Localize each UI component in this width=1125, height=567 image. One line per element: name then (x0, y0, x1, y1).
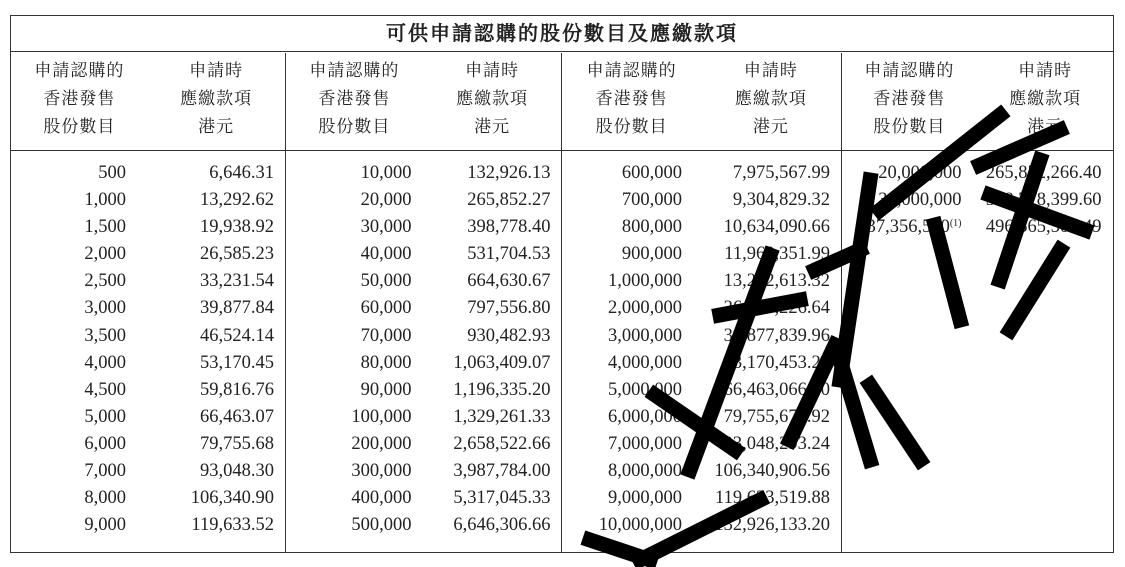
header-line: 港元 (198, 117, 235, 137)
group-header (842, 53, 1114, 151)
header-line: 申請認購的 (34, 61, 125, 81)
header-line: 香港發售 (43, 89, 116, 109)
amount-cell: 53,170.45 (200, 352, 274, 373)
shares-cell (286, 323, 412, 350)
table-row (11, 458, 285, 485)
amount-cell: 93,048.30 (200, 461, 274, 482)
group-rows (562, 151, 841, 539)
table-row (286, 431, 562, 458)
shares-value: 8,000,000 (608, 461, 682, 482)
shares-value: 600,000 (621, 163, 682, 183)
shares-cell (11, 268, 126, 295)
header-shares (562, 53, 701, 150)
table-row (286, 160, 562, 187)
header-line: 股份數目 (873, 117, 946, 137)
column-group-2 (286, 53, 563, 552)
shares-value: 3,000,000 (608, 325, 682, 346)
table-row (11, 485, 285, 512)
amount-cell: 797,556.80 (467, 298, 551, 319)
amount-cell: 79,755.68 (200, 433, 274, 454)
amount-cell: 66,463.07 (200, 406, 274, 427)
amount-cell: 119,633,519.88 (715, 488, 830, 509)
header-line: 應繳款項 (1009, 89, 1082, 109)
header-line: 股份數目 (43, 117, 116, 137)
table-row (286, 458, 562, 485)
header-line: 申請時 (465, 61, 520, 81)
amount-cell: 26,585.23 (200, 244, 274, 265)
table-row (562, 512, 841, 539)
amount-cell: 13,292.62 (200, 190, 274, 211)
amount-cell: 265,852,266.40 (985, 163, 1102, 183)
shares-value: 30,000 (360, 217, 412, 238)
shares-cell (562, 485, 682, 512)
table-row (562, 431, 841, 458)
table-row (11, 512, 285, 539)
table-row (286, 323, 562, 350)
table-row (562, 458, 841, 485)
shares-value: 8,000 (84, 488, 126, 509)
shares-cell (562, 512, 682, 539)
shares-value: 50,000 (360, 271, 412, 292)
header-line: 香港發售 (873, 89, 946, 109)
group-rows (842, 151, 1114, 241)
amount-cell: 265,852.27 (467, 190, 551, 211)
shares-cell (842, 214, 962, 241)
table-row (286, 214, 562, 241)
shares-value: 80,000 (360, 352, 412, 373)
table-row (286, 377, 562, 404)
amount-cell: 1,329,261.33 (453, 406, 551, 427)
amount-cell: 119,633.52 (191, 515, 274, 536)
table-row (11, 241, 285, 268)
shares-cell (562, 160, 682, 187)
table-row (562, 268, 841, 295)
table-row (11, 404, 285, 431)
shares-cell (11, 323, 126, 350)
amount-cell: 398,778.40 (467, 217, 551, 238)
table-row (562, 350, 841, 377)
shares-cell (11, 512, 126, 539)
table-row (286, 485, 562, 512)
shares-value: 900,000 (621, 244, 682, 265)
shares-value: 2,000,000 (608, 298, 682, 319)
amount-cell: 1,196,335.20 (453, 379, 551, 400)
table-row (11, 377, 285, 404)
amount-cell: 9,304,829.32 (732, 190, 830, 211)
header-line: 股份數目 (318, 117, 391, 137)
amount-cell: 39,877.84 (200, 298, 274, 319)
amount-cell: 7,975,567.99 (732, 163, 830, 183)
footnote-marker: (1) (949, 218, 962, 230)
amount-cell: 664,630.67 (467, 271, 551, 292)
amount-cell: 106,340.90 (190, 488, 274, 509)
shares-cell (11, 160, 126, 187)
shares-value: 4,000,000 (608, 352, 682, 373)
header-amount (423, 53, 561, 150)
shares-cell (562, 295, 682, 322)
shares-cell (562, 268, 682, 295)
shares-cell (286, 268, 412, 295)
shares-value: 2,000 (84, 244, 126, 265)
amount-cell: 132,926.13 (467, 163, 551, 183)
shares-value: 20,000 (360, 190, 412, 211)
amount-cell: 496,565,509.49 (985, 217, 1102, 238)
header-line: 股份數目 (595, 117, 668, 137)
amount-cell: 26,585,226.64 (723, 298, 830, 319)
table-row (562, 241, 841, 268)
table-row (11, 350, 285, 377)
group-rows (11, 151, 285, 539)
shares-value: 1,000 (84, 190, 126, 211)
shares-cell (286, 187, 412, 214)
amount-cell: 13,292,613.32 (723, 271, 830, 292)
header-line: 申請時 (1018, 61, 1073, 81)
shares-value: 10,000 (360, 163, 412, 183)
shares-value: 2,500 (84, 271, 126, 292)
shares-cell (11, 431, 126, 458)
shares-cell (286, 377, 412, 404)
table-row (286, 350, 562, 377)
table-row (562, 377, 841, 404)
amount-cell: 2,658,522.66 (453, 433, 551, 454)
shares-value: 70,000 (360, 325, 412, 346)
column-group-3 (562, 53, 842, 552)
header-line: 申請認購的 (864, 61, 955, 81)
shares-cell (286, 295, 412, 322)
shares-cell (11, 187, 126, 214)
table-row (562, 323, 841, 350)
amount-cell: 930,482.93 (467, 325, 551, 346)
table-row (11, 160, 285, 187)
shares-cell (286, 431, 412, 458)
header-shares (842, 53, 978, 150)
table-row (562, 295, 841, 322)
header-line: 申請時 (743, 61, 798, 81)
shares-value: 5,000,000 (608, 379, 682, 400)
table-row (842, 160, 1114, 187)
amount-cell: 5,317,045.33 (453, 488, 551, 509)
shares-cell (842, 160, 962, 187)
amount-cell: 93,048,293.24 (723, 433, 830, 454)
shares-cell (11, 404, 126, 431)
header-line: 申請認購的 (309, 61, 400, 81)
shares-value: 20,000,000 (878, 163, 962, 183)
column-group-4 (842, 53, 1114, 552)
shares-value: 100,000 (351, 406, 412, 427)
header-line: 應繳款項 (180, 89, 253, 109)
table-row (11, 187, 285, 214)
amount-cell: 11,963,351.99 (724, 244, 830, 265)
group-rows (286, 151, 562, 539)
amount-cell: 79,755,679.92 (723, 406, 830, 427)
shares-cell (562, 323, 682, 350)
amount-cell: 10,634,090.66 (723, 217, 830, 238)
shares-value: 4,000 (84, 352, 126, 373)
shares-value: 200,000 (351, 433, 412, 454)
shares-value: 4,500 (84, 379, 126, 400)
shares-cell (562, 404, 682, 431)
shares-cell (11, 458, 126, 485)
group-header (286, 53, 562, 151)
table-row (11, 214, 285, 241)
amount-cell: 66,463,066.60 (723, 379, 830, 400)
shares-value: 3,500 (84, 325, 126, 346)
shares-cell (562, 431, 682, 458)
shares-cell (286, 214, 412, 241)
table-grid (11, 53, 1113, 552)
shares-value: 700,000 (621, 190, 682, 211)
shares-value: 9,000 (84, 515, 126, 536)
table-row (286, 241, 562, 268)
group-header (562, 53, 841, 151)
table-row (11, 268, 285, 295)
table-row (286, 295, 562, 322)
header-amount (148, 53, 285, 150)
shares-cell (562, 350, 682, 377)
header-shares (11, 53, 148, 150)
table-row (286, 404, 562, 431)
shares-value: 300,000 (351, 461, 412, 482)
shares-value: 37,356,500 (866, 217, 950, 238)
amount-cell: 53,170,453.28 (723, 352, 830, 373)
header-line: 港元 (752, 117, 789, 137)
shares-cell (562, 377, 682, 404)
amount-cell: 19,938.92 (200, 217, 274, 238)
header-line: 港元 (1027, 117, 1064, 137)
shares-value: 10,000,000 (598, 515, 682, 536)
shares-value: 7,000 (84, 461, 126, 482)
shares-value: 9,000,000 (608, 488, 682, 509)
group-header (11, 53, 285, 151)
shares-cell (286, 485, 412, 512)
table-title: 可供申請認購的股份數目及應繳款項 (11, 16, 1113, 52)
shares-value: 3,000 (84, 298, 126, 319)
shares-value: 1,000,000 (608, 271, 682, 292)
header-line: 香港發售 (318, 89, 391, 109)
shares-value: 7,000,000 (608, 433, 682, 454)
amount-cell: 132,926,133.20 (714, 515, 830, 536)
shares-value: 60,000 (360, 298, 412, 319)
shares-value: 30,000,000 (878, 190, 962, 211)
table-row (286, 187, 562, 214)
header-line: 港元 (474, 117, 511, 137)
table-row (562, 160, 841, 187)
shares-cell (286, 404, 412, 431)
shares-cell (286, 458, 412, 485)
shares-cell (562, 187, 682, 214)
amount-cell: 398,778,399.60 (985, 190, 1102, 211)
amount-cell: 39,877,839.96 (723, 325, 830, 346)
table-row (562, 404, 841, 431)
shares-cell (11, 241, 126, 268)
amount-cell: 33,231.54 (200, 271, 274, 292)
shares-cell (11, 214, 126, 241)
shares-value: 40,000 (360, 244, 412, 265)
shares-cell (11, 485, 126, 512)
shares-cell (286, 241, 412, 268)
amount-cell: 1,063,409.07 (453, 352, 551, 373)
amount-cell: 46,524.14 (200, 325, 274, 346)
table-row (11, 323, 285, 350)
column-group-1 (11, 53, 286, 552)
shares-value: 1,500 (84, 217, 126, 238)
header-line: 香港發售 (595, 89, 668, 109)
header-amount (701, 53, 840, 150)
shares-value: 6,000 (84, 433, 126, 454)
amount-cell: 59,816.76 (200, 379, 274, 400)
amount-cell: 531,704.53 (467, 244, 551, 265)
shares-cell (286, 350, 412, 377)
shares-cell (562, 214, 682, 241)
shares-cell (562, 241, 682, 268)
share-application-table (10, 15, 1114, 553)
header-line: 申請認購的 (586, 61, 677, 81)
amount-cell: 3,987,784.00 (453, 461, 551, 482)
shares-value: 500,000 (351, 515, 412, 536)
table-row (562, 485, 841, 512)
table-row (562, 187, 841, 214)
header-line: 申請時 (189, 61, 244, 81)
table-row (842, 214, 1114, 241)
shares-value: 500 (98, 163, 126, 183)
table-row (11, 431, 285, 458)
shares-value: 5,000 (84, 406, 126, 427)
shares-value: 6,000,000 (608, 406, 682, 427)
shares-cell (562, 458, 682, 485)
shares-cell (842, 187, 962, 214)
shares-cell (11, 295, 126, 322)
shares-cell (11, 350, 126, 377)
header-shares (286, 53, 424, 150)
table-row (11, 295, 285, 322)
amount-cell: 6,646,306.66 (453, 515, 551, 536)
shares-cell (286, 512, 412, 539)
table-row (286, 512, 562, 539)
shares-value: 800,000 (621, 217, 682, 238)
header-line: 應繳款項 (734, 89, 807, 109)
header-line: 應繳款項 (456, 89, 529, 109)
header-amount (977, 53, 1113, 150)
table-row (562, 214, 841, 241)
amount-cell: 6,646.31 (209, 163, 274, 183)
shares-value: 400,000 (351, 488, 412, 509)
shares-cell (11, 377, 126, 404)
table-row (842, 187, 1114, 214)
table-row (286, 268, 562, 295)
shares-value: 90,000 (360, 379, 412, 400)
shares-cell (286, 160, 412, 187)
amount-cell: 106,340,906.56 (714, 461, 830, 482)
